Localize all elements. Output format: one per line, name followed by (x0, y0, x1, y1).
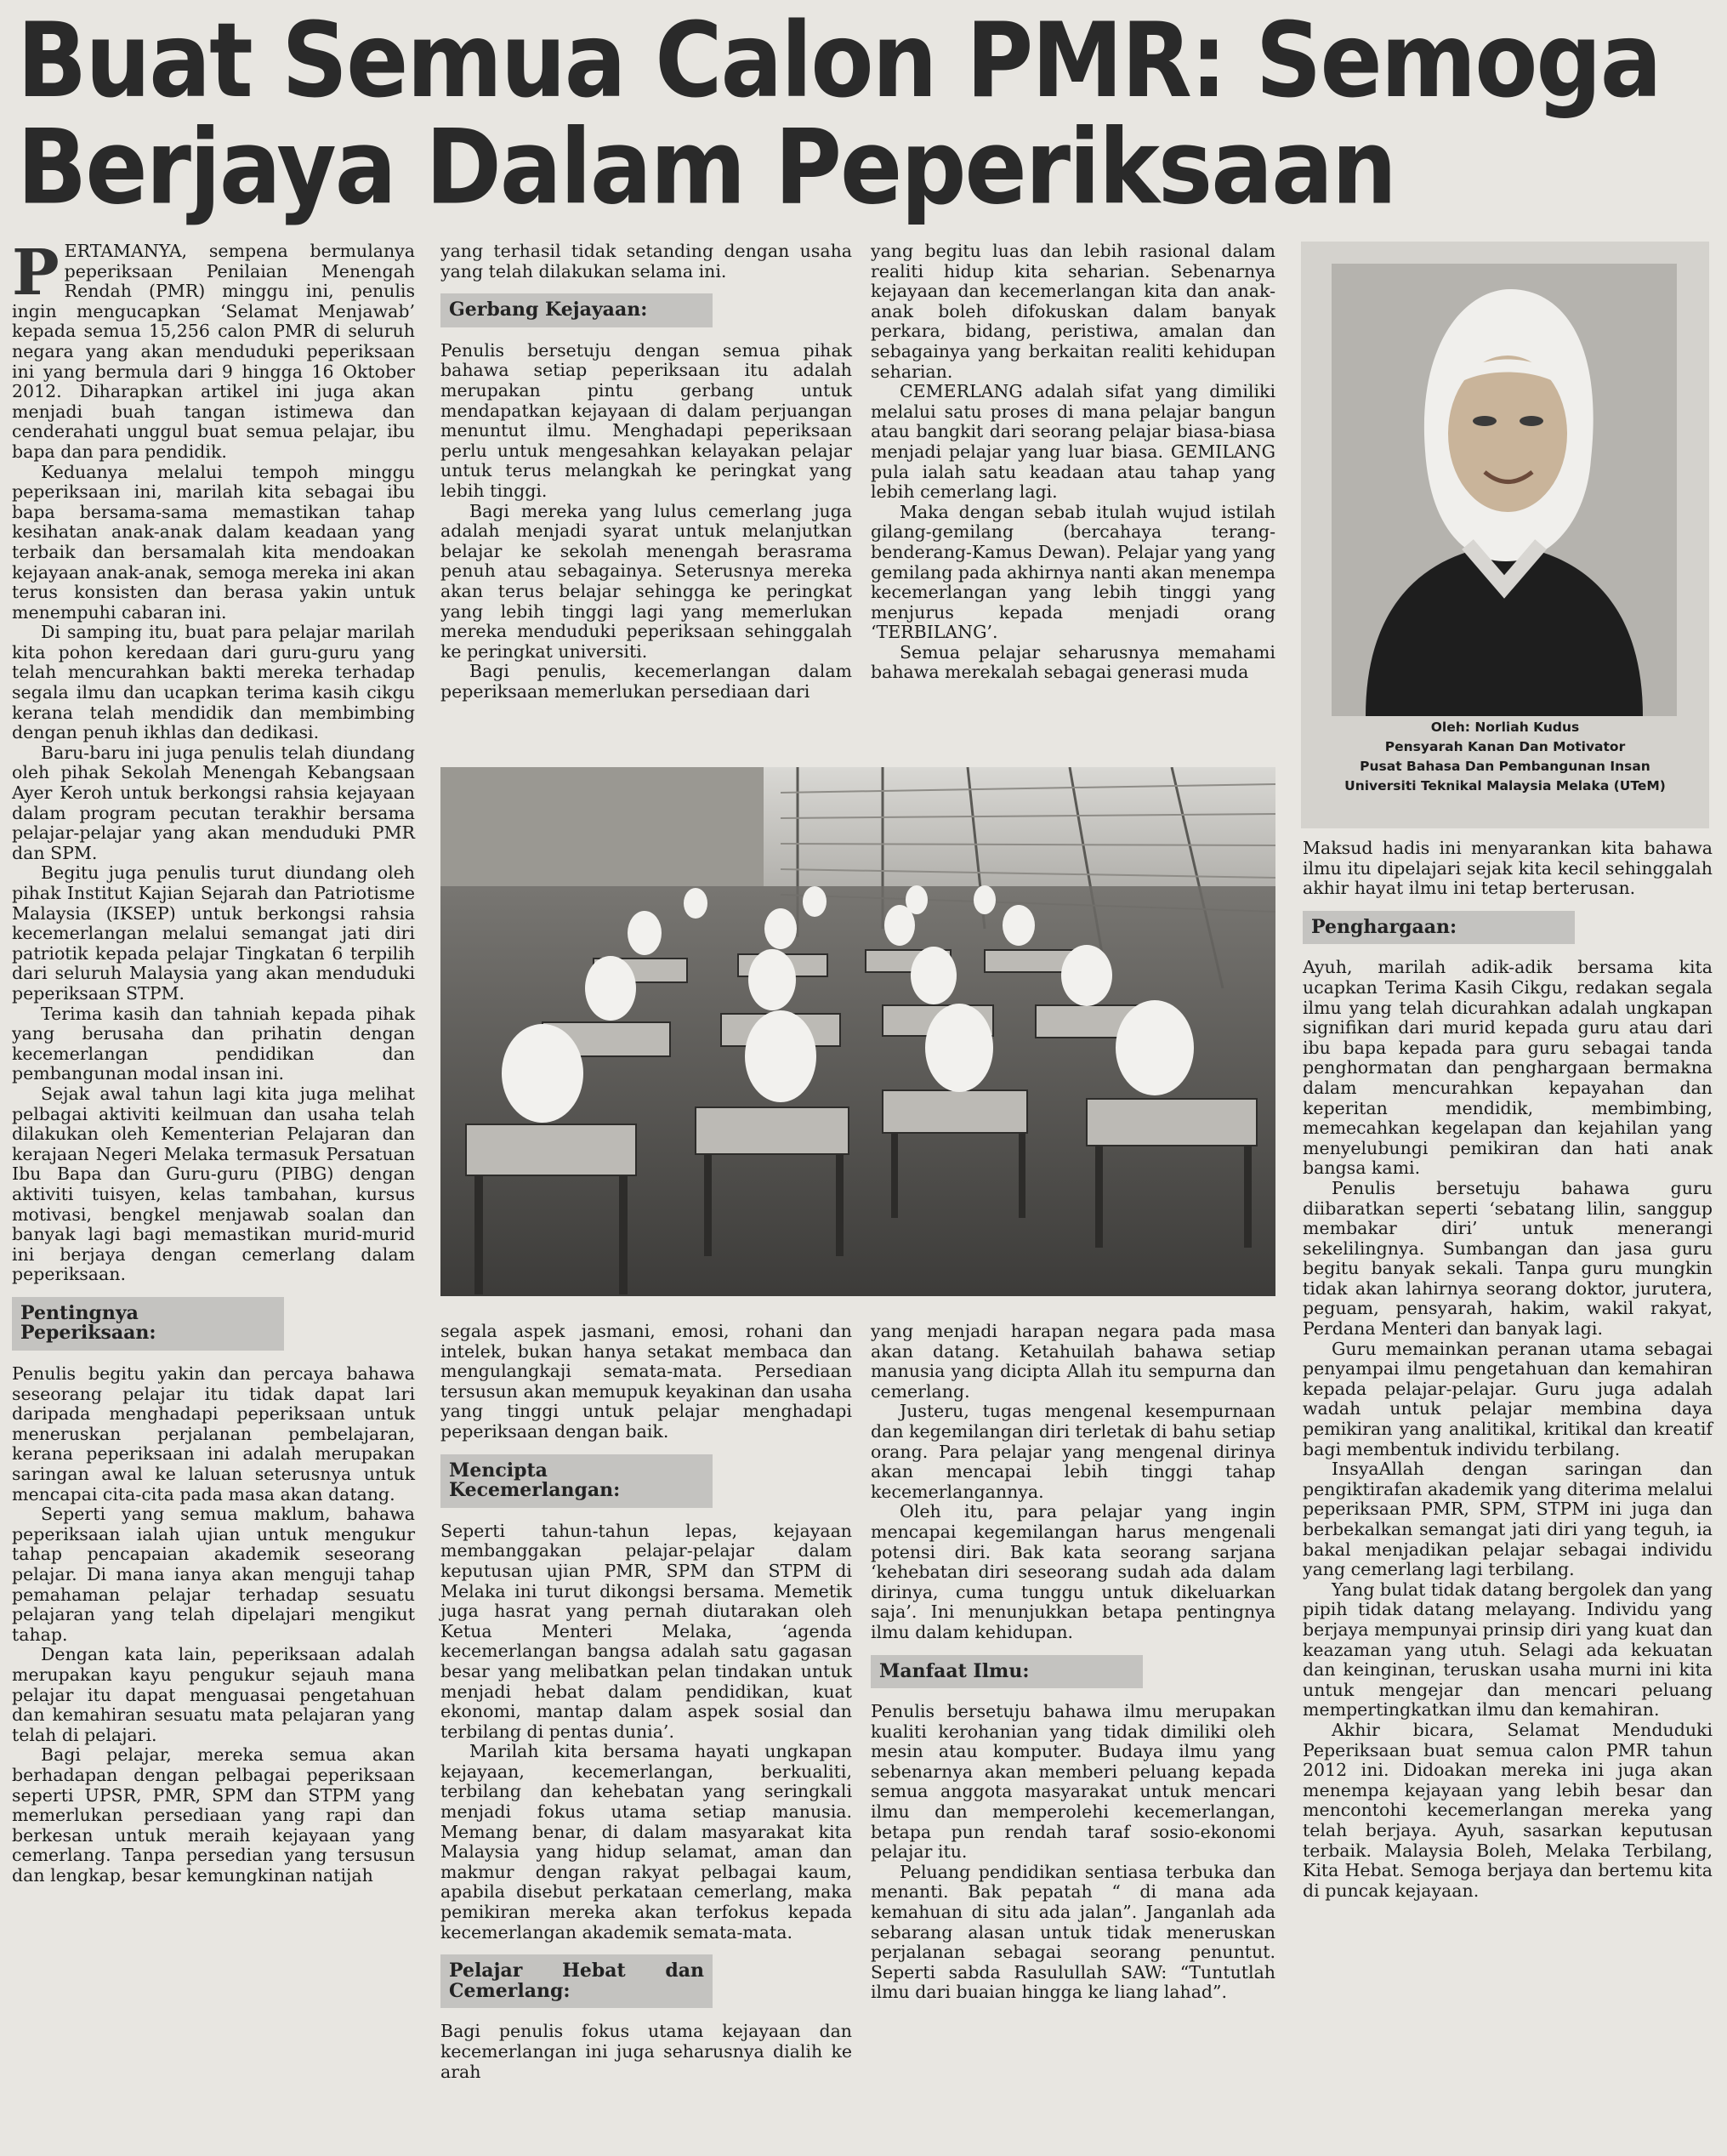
exam-hall-photo (440, 767, 1275, 1296)
paragraph: Ayuh, marilah adik-adik bersama kita ucapkan Terima Kasih Cikgu, redakan segala ilmu yang telah dicurahkan adalah ungkapan signifikan dari murid kepada guru atau dari ibu bapa kepada para guru sebagai tanda penghormatan dan penghargaan bermakna dalam mencurahkan kepayahan dan keperitan mendidik, membimbing, memecahkan kegelapan dan kejahilan yang menyelubungi pemikiran dan hati anak bangsa kami. (1303, 957, 1713, 1179)
paragraph: Penulis bersetuju dengan semua pihak bahawa setiap peperiksaan itu adalah merupakan pintu gerbang untuk mendapatkan kejayaan di dalam perjuangan menuntut ilmu. Menghadapi peperiksaan perlu untuk mengesahkan kelayakan pelajar untuk terus melangkah ke peringkat yang lebih tinggi. (440, 339, 852, 501)
paragraph: Bagi pelajar, mereka semua akan berhadapan dengan pelbagai peperiksaan seperti UPSR, PMR, SPM dan STPM yang memerlukan persediaan yang rapi dan berkesan untuk meraih kejayaan yang cemerlang. Tanpa persedian yang tersusun dan lengkap, besar kemungkinan natijah (12, 1744, 415, 1886)
paragraph: segala aspek jasmani, emosi, rohani dan intelek, bukan hanya setakat membaca dan mengulangkaji semata-mata. Persediaan tersusun akan memupuk keyakinan dan usaha yang tinggi untuk pelajar menghadapi peperiksaan dengan baik. (440, 1321, 852, 1442)
paragraph: CEMERLANG adalah sifat yang dimiliki melalui satu proses di mana pelajar bangun atau bangkit dari seorang pelajar biasa-biasa menjadi pelajar yang luar biasa. GEMILANG pula ialah satu keadaan atau tahap yang lebih cemerlang lagi. (871, 381, 1275, 503)
paragraph: Maka dengan sebab itulah wujud istilah gilang-gemilang (bercahaya terang-benderang-Kamus Dewan). Pelajar yang yang gemilang pada akhirnya nanti akan menempa kecemerlangan yang lebih tinggi yang menjurus kepada menjadi orang ‘TERBILANG’. (871, 501, 1276, 643)
column-2-top (440, 242, 852, 702)
author-dept: Pusat Bahasa Dan Pembangunan Insan (1360, 759, 1650, 774)
drop-cap: P (12, 236, 60, 310)
paragraph: Maksud hadis ini menyarankan kita bahawa ilmu itu dipelajari sejak kita kecil sehinggalah akhir hayat ilmu ini tetap berterusan. (1303, 838, 1713, 899)
paragraph: yang menjadi harapan negara pada masa akan datang. Ketahuilah bahawa setiap manusia yang dicipta Allah itu sempurna dan cemerlang. (871, 1321, 1275, 1402)
author-portrait (1332, 264, 1677, 716)
paragraph: PERTAMANYA, sempena bermulanya peperiksaan Penilaian Menengah Rendah (PMR) minggu ini, penulis ingin mengucapkan ‘Selamat Menjawab’ kepada semua 15,256 calon PMR di seluruh negara yang akan menduduki peperiksaan ini yang bermula dari 9 hingga 16 Oktober 2012. Diharapkan artikel ini juga akan menjadi buah tangan istimewa dan cenderahati unggul buat semua pelajar, ibu bapa dan para pendidik. (12, 236, 415, 462)
paragraph: Semua pelajar seharusnya memahami bahawa merekalah sebagai generasi muda (871, 641, 1275, 683)
paragraph: Penulis bersetuju bahawa ilmu merupakan kualiti kerohanian yang tidak dimiliki oleh mesin atau komputer. Budaya ilmu yang sebenarnya akan memberi peluang kepada semua anggota masyarakat untuk mencari ilmu dan memperolehi kecemerlangan, betapa pun rendah taraf sosio-ekonomi pelajar itu. (871, 1701, 1275, 1863)
paragraph: Justeru, tugas mengenal kesempurnaan dan kegemilangan diri terletak di bahu setiap orang. Para pelajar yang mengenal dirinya akan mencapai lebih tinggi tahap kecemerlangannya. (871, 1401, 1275, 1502)
author-name: Oleh: Norliah Kudus (1430, 720, 1580, 735)
section-heading: Manfaat Ilmu: (871, 1655, 1143, 1689)
author-byline (1301, 718, 1709, 796)
paragraph: Baru-baru ini juga penulis telah diundang oleh pihak Sekolah Menengah Kebangsaan Ayer Keroh untuk berkongsi rahsia kejayaan dalam program pecutan terakhir bersama pelajar-pelajar yang akan menduduki PMR dan SPM. (12, 742, 415, 863)
column-2-bottom (440, 1322, 852, 2082)
column-3-top (871, 242, 1275, 683)
paragraph: Sejak awal tahun lagi kita juga melihat pelbagai aktiviti keilmuan dan usaha telah dilakukan oleh Kementerian Pelajaran dan kerajaan Negeri Melaka termasuk Persatuan Ibu Bapa dan Guru-guru (PIBG) dengan aktiviti tuisyen, kelas tambahan, kursus motivasi, bengkel menjawab soalan dan banyak lagi bagi memastikan murid-murid ini berjaya dengan cemerlang dalam peperiksaan. (12, 1083, 415, 1285)
paragraph: Seperti tahun-tahun lepas, kejayaan membanggakan pelajar-pelajar dalam keputusan ujian PMR, SPM dan STPM di Melaka ini turut dikongsi bersama. Memetik juga hasrat yang pernah diutarakan oleh Ketua Menteri Melaka, ‘agenda kecemerlangan bangsa adalah satu gagasan besar yang melibatkan pelan tindakan untuk menjadi hebat dalam pendidikan, kuat ekonomi, mantap dalam aspek sosial dan terbilang di pentas dunia’. (440, 1520, 852, 1742)
author-university: Universiti Teknikal Malaysia Melaka (UTeM) (1344, 778, 1666, 794)
headline-line-2: Berjaya Dalam Peperiksaan (17, 108, 1395, 228)
exam-hall-illustration (440, 767, 1275, 1296)
author-role: Pensyarah Kanan Dan Motivator (1384, 739, 1626, 754)
headline (17, 2, 1661, 228)
paragraph: Akhir bicara, Selamat Menduduki Peperiksaan buat semua calon PMR tahun 2012 ini. Didoakan mereka ini juga akan menempa kejayaan yang lebih besar dan mencontohi kecemerlangan mereka yang telah berjaya. Ayuh, sasarkan keputusan terbaik. Malaysia Boleh, Melaka Terbilang, Kita Hebat. Semoga berjaya dan bertemu kita di puncak kejayaan. (1303, 1719, 1713, 1901)
section-heading: Mencipta Kecemerlangan: (440, 1454, 713, 1508)
paragraph: Di samping itu, buat para pelajar marilah kita pohon keredaan dari guru-guru yang telah mencurahkan bakti mereka terhadap segala ilmu dan ucapkan terima kasih cikgu kerana telah mendidik dan membimbing dengan penuh ikhlas dan dedikasi. (12, 622, 415, 743)
section-heading: Gerbang Kejayaan: (440, 293, 713, 327)
paragraph: Begitu juga penulis turut diundang oleh pihak Institut Kajian Sejarah dan Patriotisme Malaysia (IKSEP) untuk berkongsi rahsia kecemerlangan melalui semangat jati diri patriotik kepada pelajar Tingkatan 6 terpilih dari seluruh Malaysia yang akan menduduki peperiksaan STPM. (12, 862, 415, 1004)
section-heading: Pelajar Hebat dan Cemerlang: (440, 1954, 713, 2008)
section-heading: Penghargaan: (1303, 911, 1575, 945)
paragraph: Dengan kata lain, peperiksaan adalah merupakan kayu pengukur sejauh mana pelajar itu dapat menguasai pengetahuan dan kemahiran sesuatu mata pelajaran yang telah di pelajari. (12, 1644, 415, 1745)
column-3-bottom (871, 1322, 1275, 2003)
paragraph: Bagi mereka yang lulus cemerlang juga adalah menjadi syarat untuk melanjutkan belajar ke sekolah menengah berasrama penuh atau sebagainya. Seterusnya mereka akan terus belajar sehingga ke peringkat yang lebih tinggi lagi yang memerlukan mereka menduduki peperiksaan sehinggalah ke peringkat universiti. (440, 500, 852, 662)
paragraph: Keduanya melalui tempoh minggu peperiksaan ini, marilah kita sebagai ibu bapa bersama-sama memastikan tahap kesihatan anak-anak dalam keadaan yang terbaik dan bersamalah kita mendoakan kejayaan anak-anak, semoga mereka ini akan terus konsisten dan berasa yakin untuk menempuhi cabaran ini. (12, 461, 415, 623)
section-heading: Pentingnya Peperiksaan: (12, 1297, 284, 1351)
author-photo (1332, 264, 1677, 716)
paragraph: Marilah kita bersama hayati ungkapan kejayaan, kecemerlangan, berkualiti, terbilang dan kehebatan yang seringkali menjadi fokus utama setiap manusia. Memang benar, di dalam masyarakat kita Malaysia yang hidup selamat, aman dan makmur dengan rakyat pelbagai kaum, apabila disebut perkataan cemerlang, maka pemikiran mereka akan terfokus kepada kecemerlangan akademik semata-mata. (440, 1741, 852, 1943)
paragraph: Bagi penulis fokus utama kejayaan dan kecemerlangan ini juga seharusnya dialih ke arah (440, 2021, 852, 2082)
column-1 (12, 236, 415, 1886)
paragraph: Guru memainkan peranan utama sebagai penyampai ilmu pengetahuan dan kemahiran kepada pelajar-pelajar. Guru juga adalah wadah untuk pelajar membina daya pemikiran yang analitikal, kritikal dan kreatif bagi membentuk individu terbilang. (1303, 1338, 1713, 1459)
paragraph: yang begitu luas dan lebih rasional dalam realiti hidup kita seharian. Sebenarnya kejayaan dan kecemerlangan kita dan anak-anak boleh difokuskan dalam banyak perkara, bidang, peristiwa, amalan dan sebagainya yang berkaitan realiti kehidupan seharian. (871, 241, 1275, 382)
headline-line-1: Buat Semua Calon PMR: Semoga (17, 2, 1661, 122)
paragraph: Oleh itu, para pelajar yang ingin mencapai kegemilangan harus mengenali potensi diri. Bak kata seorang sarjana ‘kehebatan diri seseorang sudah ada dalam dirinya, cuma tunggu untuk dikeluarkan saja’. Ini menunjukkan betapa pentingnya ilmu dalam kehidupan. (871, 1501, 1275, 1642)
author-box (1301, 242, 1709, 828)
paragraph: Peluang pendidikan sentiasa terbuka dan menanti. Bak pepatah “ di mana ada kemahuan di situ ada jalan”. Janganlah ada sebarang alasan untuk tidak meneruskan perjalanan sebagai seorang penuntut. Seperti sabda Rasulullah SAW: “Tuntutlah ilmu dari buaian hingga ke liang lahad”. (871, 1861, 1275, 2003)
paragraph: yang terhasil tidak setanding dengan usaha yang telah dilakukan selama ini. (440, 241, 852, 282)
column-4 (1303, 839, 1713, 1901)
paragraph: Seperti yang semua maklum, bahawa peperiksaan ialah ujian untuk mengukur tahap pencapaian akademik seseorang pelajar. Di mana ianya akan menguji tahap pemahaman pelajar terhadap sesuatu pelajaran yang telah dipelajari mengikut tahap. (12, 1504, 415, 1645)
paragraph: Yang bulat tidak datang bergolek dan yang pipih tidak datang melayang. Individu yang berjaya mempunyai prinsip diri yang kuat dan keazaman yang utuh. Selagi ada kekuatan dan keinginan, teruskan usaha murni ini kita untuk mengejar dan mencari peluang mempertingkatkan ilmu dan kemahiran. (1303, 1579, 1713, 1721)
paragraph: Bagi penulis, kecemerlangan dalam peperiksaan memerlukan persediaan dari (440, 661, 852, 702)
paragraph: Penulis begitu yakin dan percaya bahawa seseorang pelajar itu tidak dapat lari daripada menghadapi peperiksaan untuk meneruskan perjalanan pembelajaran, kerana peperiksaan ini adalah merupakan saringan awal ke laluan seterusnya untuk mencapai cita-cita pada masa akan datang. (12, 1363, 415, 1505)
paragraph: Terima kasih dan tahniah kepada pihak yang berusaha dan prihatin dengan kecemerlangan pendidikan dan pembangunan modal insan ini. (12, 1003, 415, 1084)
paragraph: InsyaAllah dengan saringan dan pengiktirafan akademik yang diterima melalui peperiksaan PMR, SPM, STPM ini juga dan berbekalkan semangat jati diri yang teguh, ia bakal menjadikan pelajar sebagai individu yang cemerlang lagi terbilang. (1303, 1459, 1713, 1580)
paragraph: Penulis bersetuju bahawa guru diibaratkan seperti ‘sebatang lilin, sanggup membakar diri’ untuk menerangi sekelilingnya. Sumbangan dan jasa guru begitu banyak sekali. Tanpa guru mungkin tidak akan lahirnya seorang doktor, jurutera, peguam, pensyarah, hakim, wakil rakyat, Perdana Menteri dan banyak lagi. (1303, 1177, 1713, 1340)
